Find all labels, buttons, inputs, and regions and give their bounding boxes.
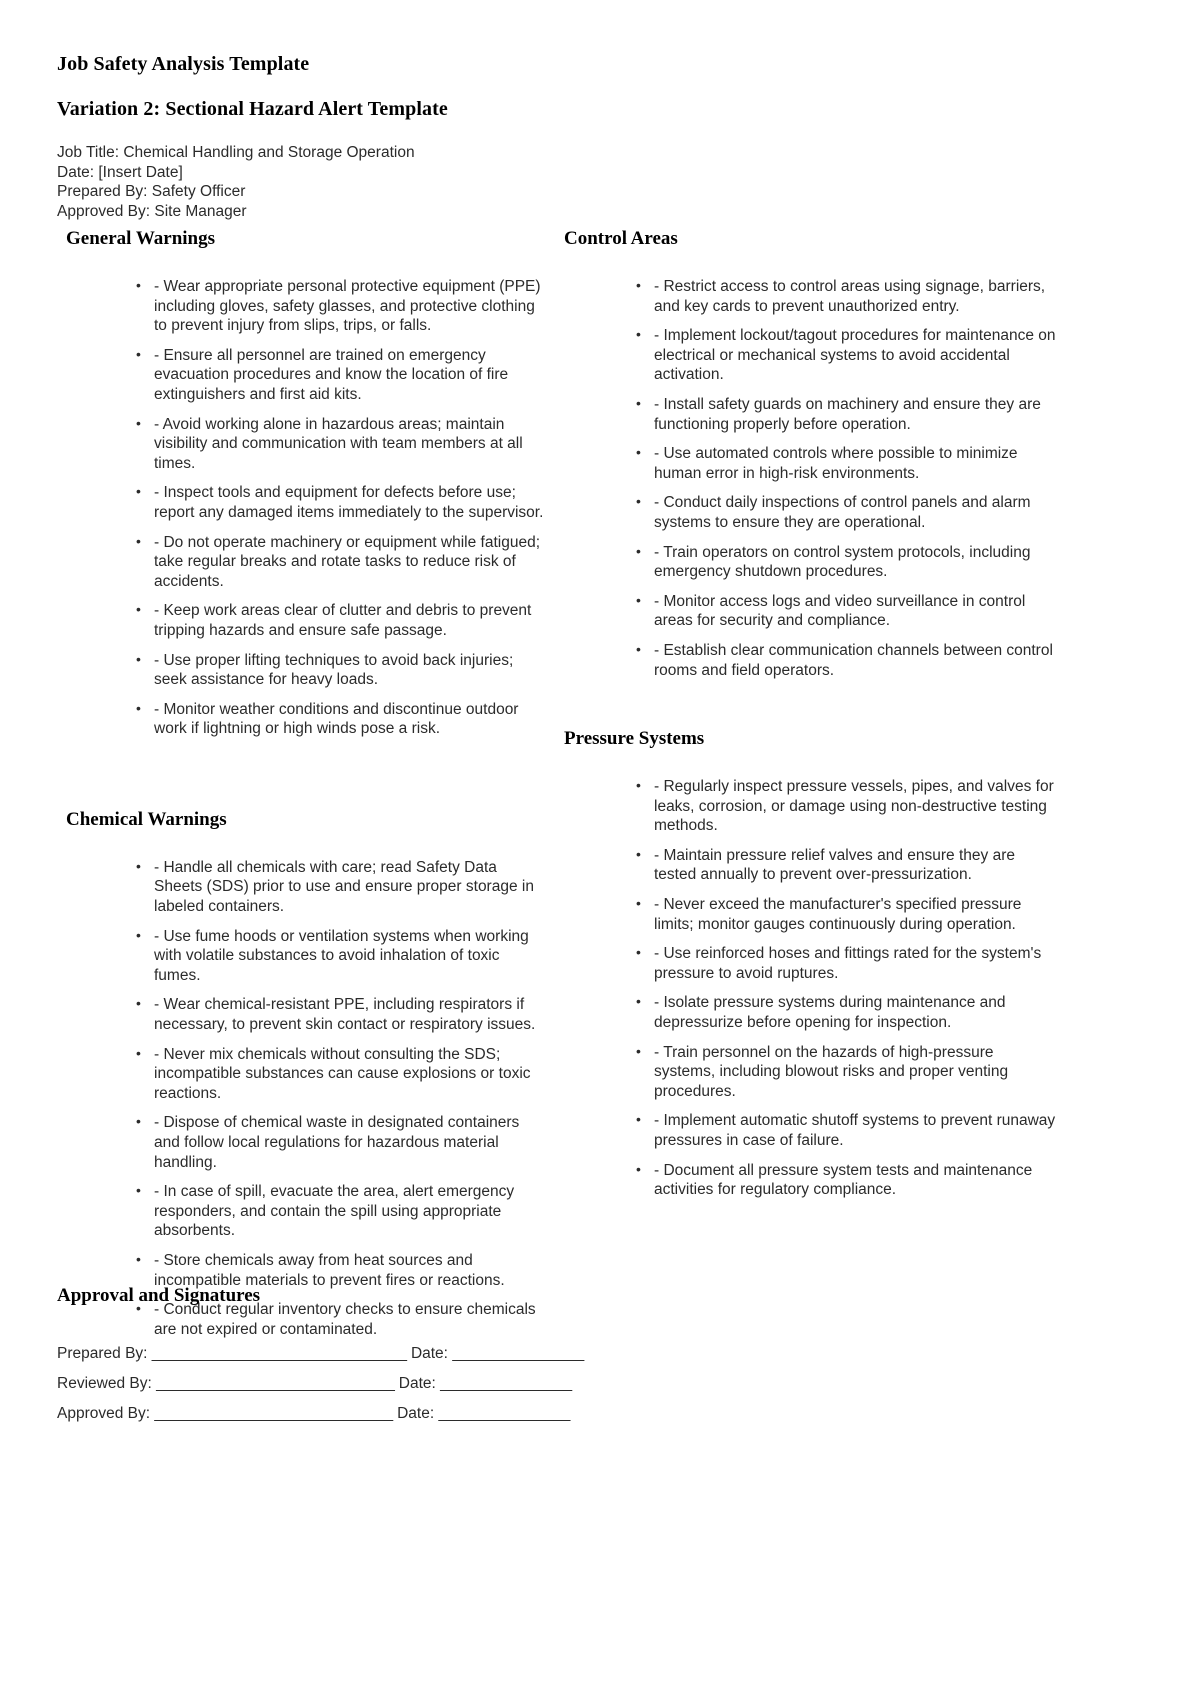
section-pressure-systems <box>545 728 1105 1200</box>
page-title: Job Safety Analysis Template <box>57 53 310 75</box>
list-item: • - Install safety guards on machinery and ensure they are functioning properly before operation. <box>636 395 1056 434</box>
section-heading-chemical-warnings: Chemical Warnings <box>66 808 227 830</box>
list-item: • - Do not operate machinery or equipment while fatigued; take regular breaks and rotate tasks to reduce risk of accidents. <box>136 533 548 592</box>
document-metadata <box>57 143 415 221</box>
list-item: • - Isolate pressure systems during maintenance and depressurize before opening for inspection. <box>636 993 1056 1032</box>
list-item: • - Avoid working alone in hazardous areas; maintain visibility and communication with team members at all times. <box>136 415 548 474</box>
list-item: • - Document all pressure system tests and maintenance activities for regulatory compliance. <box>636 1161 1056 1200</box>
reviewed-by-signature-field[interactable]: _____________________________ <box>156 1375 395 1392</box>
approved-by-label: Approved By: <box>57 1405 151 1422</box>
meta-approved-by: Approved By: Site Manager <box>57 202 247 220</box>
list-item: • - Keep work areas clear of clutter and debris to prevent tripping hazards and ensure safe passage. <box>136 601 548 640</box>
list-item: • - Train personnel on the hazards of high-pressure systems, including blowout risks and proper venting procedures. <box>636 1043 1056 1102</box>
list-item: • - Use automated controls where possible to minimize human error in high-risk environments. <box>636 444 1056 483</box>
list-chemical-warnings <box>136 858 548 1339</box>
approved-by-date-field[interactable]: ________________ <box>438 1405 570 1422</box>
list-item: • - Conduct daily inspections of control panels and alarm systems to ensure they are operational. <box>636 493 1056 532</box>
list-item: • - Wear appropriate personal protective equipment (PPE) including gloves, safety glasses, and protective clothing to prevent injury from slips, trips, or falls. <box>136 277 548 336</box>
list-item: • - Use fume hoods or ventilation systems when working with volatile substances to avoid inhalation of toxic fumes. <box>136 927 548 986</box>
prepared-by-date-label: Date: <box>410 1345 448 1362</box>
list-item: • - Use proper lifting techniques to avoid back injuries; seek assistance for heavy loads. <box>136 651 548 690</box>
signature-row-reviewed-by <box>57 1369 577 1399</box>
list-item: • - Dispose of chemical waste in designated containers and follow local regulations for hazardous material handling. <box>136 1113 548 1172</box>
list-item: • - Implement lockout/tagout procedures for maintenance on electrical or mechanical systems to avoid accidental activation. <box>636 326 1056 385</box>
left-column <box>0 228 560 1349</box>
list-item: • - Train operators on control system protocols, including emergency shutdown procedures. <box>636 543 1056 582</box>
meta-prepared-by: Prepared By: Safety Officer <box>57 183 246 201</box>
prepared-by-signature-field[interactable]: _______________________________ <box>151 1345 407 1362</box>
list-general-warnings <box>136 277 548 739</box>
section-control-areas <box>545 228 1105 680</box>
list-item: • - Handle all chemicals with care; read Safety Data Sheets (SDS) prior to use and ensure proper storage in labeled containers. <box>136 858 548 917</box>
reviewed-by-date-field[interactable]: ________________ <box>440 1375 572 1392</box>
signature-row-approved-by <box>57 1399 577 1429</box>
section-heading-general-warnings: General Warnings <box>66 228 216 249</box>
list-item: • - Restrict access to control areas using signage, barriers, and key cards to prevent unauthorized entry. <box>636 277 1056 316</box>
list-item: • - Conduct regular inventory checks to ensure chemicals are not expired or contaminated. <box>136 1300 548 1339</box>
list-item: • - Use reinforced hoses and fittings rated for the system's pressure to avoid ruptures. <box>636 944 1056 983</box>
meta-job-title: Job Title: Chemical Handling and Storage Operation <box>57 144 415 161</box>
list-control-areas <box>636 277 1056 680</box>
section-heading-pressure-systems: Pressure Systems <box>564 728 705 750</box>
approved-by-date-label: Date: <box>397 1405 435 1422</box>
prepared-by-label: Prepared By: <box>57 1345 148 1362</box>
list-item: • - In case of spill, evacuate the area, alert emergency responders, and contain the spill using appropriate absorbents. <box>136 1182 548 1241</box>
section-heading-control-areas: Control Areas <box>564 228 678 249</box>
list-item: • - Never exceed the manufacturer's specified pressure limits; monitor gauges continuously during operation. <box>636 895 1056 934</box>
approval-signatures-block <box>57 1285 584 1429</box>
approved-by-signature-field[interactable]: _____________________________ <box>154 1405 393 1422</box>
reviewed-by-date-label: Date: <box>398 1375 436 1392</box>
list-item: • - Implement automatic shutoff systems to prevent runaway pressures in case of failure. <box>636 1111 1056 1150</box>
list-item: • - Inspect tools and equipment for defects before use; report any damaged items immediately to the supervisor. <box>136 483 548 522</box>
prepared-by-date-field[interactable]: ________________ <box>452 1345 584 1362</box>
list-item: • - Wear chemical-resistant PPE, including respirators if necessary, to prevent skin contact or respiratory issues. <box>136 995 548 1034</box>
list-item: • - Monitor access logs and video surveillance in control areas for security and compliance. <box>636 592 1056 631</box>
list-item: • - Store chemicals away from heat sources and incompatible materials to prevent fires or reactions. <box>136 1251 548 1290</box>
section-general-warnings <box>0 228 560 739</box>
section-heading-approval: Approval and Signatures <box>57 1285 261 1306</box>
section-chemical-warnings <box>0 809 560 1339</box>
list-item: • - Establish clear communication channels between control rooms and field operators. <box>636 641 1056 680</box>
list-item: • - Monitor weather conditions and discontinue outdoor work if lightning or high winds pose a risk. <box>136 700 548 739</box>
list-pressure-systems <box>636 777 1056 1200</box>
list-item: • - Regularly inspect pressure vessels, pipes, and valves for leaks, corrosion, or damage using non-destructive testing methods. <box>636 777 1056 836</box>
list-item: • - Never mix chemicals without consulting the SDS; incompatible substances can cause explosions or toxic reactions. <box>136 1045 548 1104</box>
list-item: • - Ensure all personnel are trained on emergency evacuation procedures and know the location of fire extinguishers and first aid kits. <box>136 346 548 405</box>
right-column <box>545 228 1105 1210</box>
signature-row-prepared-by <box>57 1339 584 1369</box>
list-item: • - Maintain pressure relief valves and ensure they are tested annually to prevent over-pressurization. <box>636 846 1056 885</box>
meta-date: Date: [Insert Date] <box>57 163 183 181</box>
page-subtitle: Variation 2: Sectional Hazard Alert Template <box>57 98 448 120</box>
reviewed-by-label: Reviewed By: <box>57 1375 152 1392</box>
